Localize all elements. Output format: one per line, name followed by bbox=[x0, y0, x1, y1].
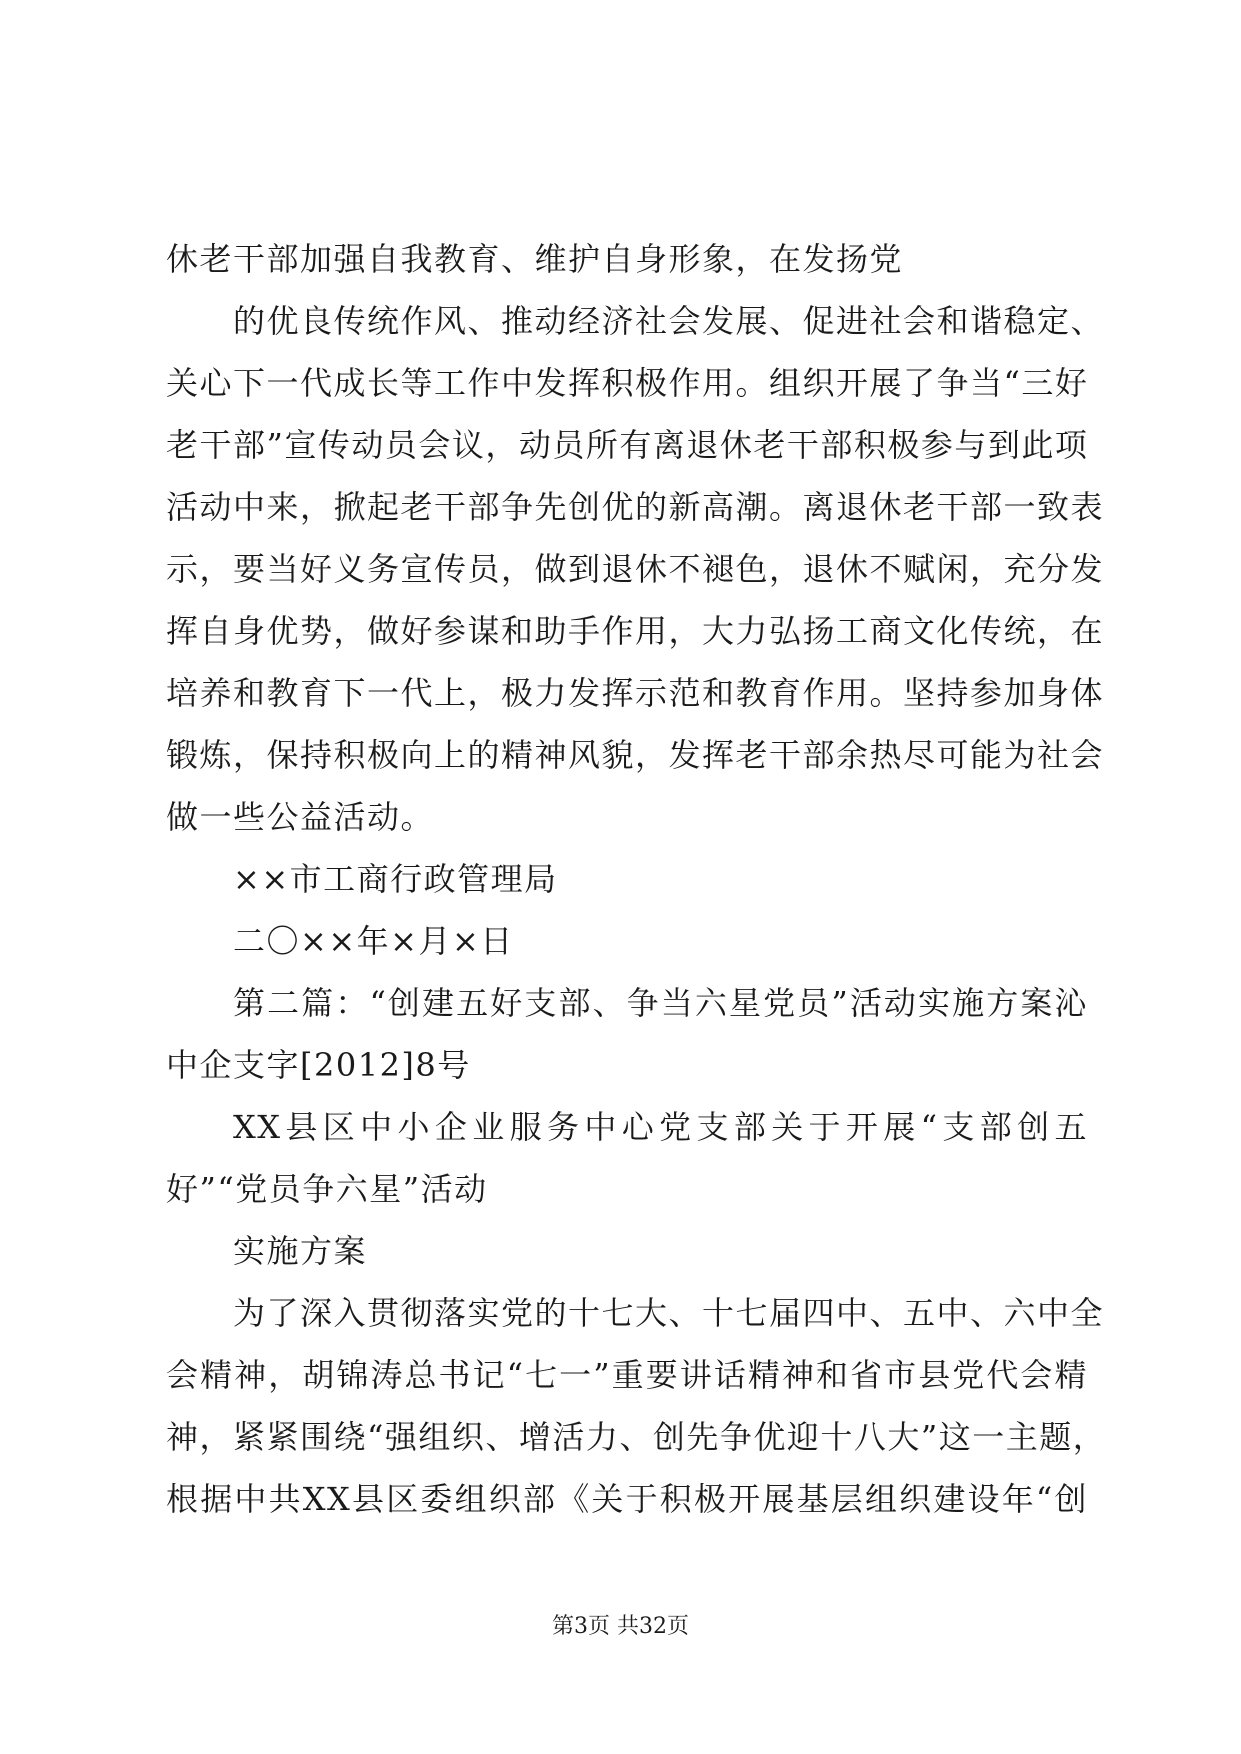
text-line: 老干部”宣传动员会议，动员所有离退休老干部积极参与到此项 bbox=[166, 426, 1089, 464]
text-line: 示，要当好义务宣传员，做到退休不褪色，退休不赋闲，充分发 bbox=[166, 550, 1105, 588]
document-title: XX县区中小企业服务中心党支部关于开展“支部创五 bbox=[233, 1108, 1088, 1146]
text-line: 的优良传统作风、推动经济社会发展、促进社会和谐稳定、 bbox=[233, 302, 1105, 340]
text-line: 神，紧紧围绕“强组织、增活力、创先争优迎十八大”这一主题， bbox=[166, 1418, 1107, 1456]
page-number-footer: 第3页 共32页 bbox=[552, 1614, 689, 1639]
text-line: 挥自身优势，做好参谋和助手作用，大力弘扬工商文化传统，在 bbox=[166, 612, 1105, 650]
document-title: 好”“党员争六星”活动 bbox=[166, 1170, 488, 1208]
text-line: 培养和教育下一代上，极力发挥示范和教育作用。坚持参加身体 bbox=[166, 674, 1105, 712]
date-line: 二〇××年×月×日 bbox=[233, 922, 514, 960]
text-line: 为了深入贯彻落实党的十七大、十七届四中、五中、六中全 bbox=[233, 1294, 1105, 1332]
text-line: 关心下一代成长等工作中发挥积极作用。组织开展了争当“三好 bbox=[166, 364, 1089, 402]
issuer-line: ××市工商行政管理局 bbox=[233, 860, 558, 898]
text-line: 根据中共XX县区委组织部《关于积极开展基层组织建设年“创 bbox=[166, 1480, 1088, 1518]
text-line: 锻炼，保持积极向上的精神风貌，发挥老干部余热尽可能为社会 bbox=[166, 736, 1105, 774]
text-line: 活动中来，掀起老干部争先创优的新高潮。离退休老干部一致表 bbox=[166, 488, 1105, 526]
document-title: 实施方案 bbox=[233, 1232, 368, 1270]
document-body bbox=[166, 228, 1107, 1530]
document-number: 中企支字[2012]8号 bbox=[166, 1046, 471, 1084]
text-line: 会精神，胡锦涛总书记“七一”重要讲话精神和省市县党代会精 bbox=[166, 1356, 1088, 1394]
text-line: 做一些公益活动。 bbox=[166, 798, 435, 836]
text-line: 休老干部加强自我教育、维护自身形象，在发扬党 bbox=[166, 240, 904, 278]
section-heading: 第二篇：“创建五好支部、争当六星党员”活动实施方案沁 bbox=[233, 984, 1088, 1022]
